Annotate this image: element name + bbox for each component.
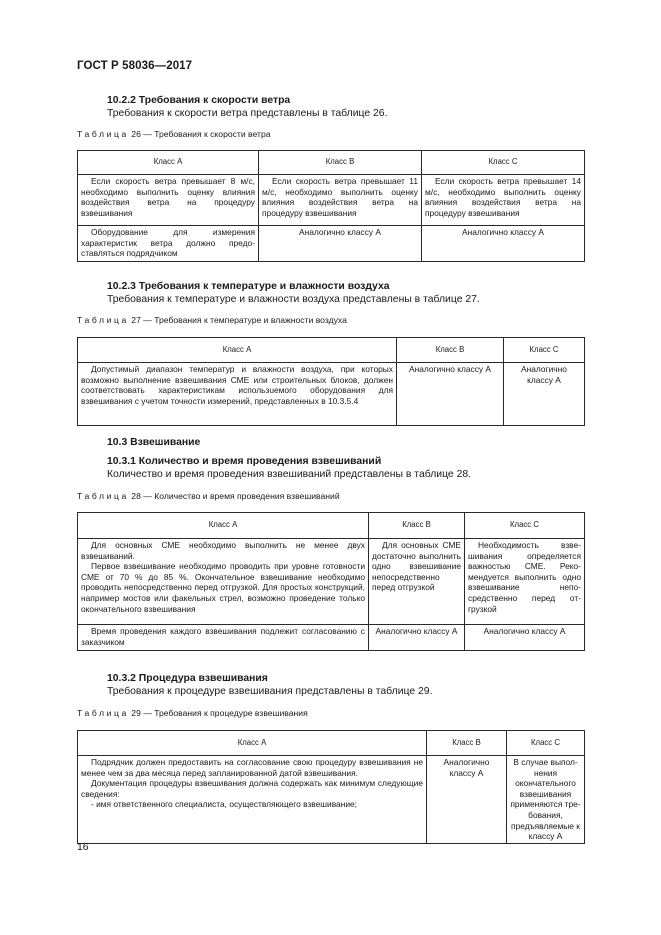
table-caption-26 xyxy=(77,129,271,139)
caption-word: Таблица xyxy=(77,315,129,325)
column-header: Класс С xyxy=(465,513,585,539)
section-intro-10-2-3: Требования к температуре и влажности воздуха представлены в таблице 27. xyxy=(107,294,480,305)
table-cell: Для основных СМЕ достаточно выполнить одно взвешивание непосредственно перед отгрузкой xyxy=(369,539,465,625)
page-number: 16 xyxy=(77,842,89,853)
section-intro-10-2-2: Требования к скорости ветра представлены в таблице 26. xyxy=(107,108,388,119)
table-cell: В случае выполнения окончательного взвешивания применяются требования, предъявляемые к классу А xyxy=(507,756,585,844)
cell-paragraph: Документация процедуры взвешивания должна содержать как минимум следующие сведения: xyxy=(81,778,423,799)
table-row xyxy=(78,175,585,226)
table-cell: Если скорость ветра превышает 11 м/с, необходимо выполнить оценку влияния воздействия ветра на процедуру взвешивания xyxy=(259,175,422,226)
document-header: ГОСТ Р 58036—2017 xyxy=(77,60,193,72)
column-header: Класс С xyxy=(422,151,585,175)
table-cell: Аналогично классу А xyxy=(427,756,507,844)
table-cell: Оборудование для измерения характеристик ветра должно предоставляться подрядчиком xyxy=(78,226,259,262)
table-row xyxy=(78,625,585,651)
column-header: Класс А xyxy=(78,151,259,175)
caption-word: Таблица xyxy=(77,708,129,718)
table-row xyxy=(78,363,585,426)
caption-word: Таблица xyxy=(77,129,129,139)
column-header: Класс В xyxy=(427,731,507,756)
column-header: Класс В xyxy=(369,513,465,539)
section-intro-10-3-1: Количество и время проведения взвешиваний представлены в таблице 28. xyxy=(107,469,472,480)
table-cell: Аналогично классу А xyxy=(422,226,585,262)
table-caption-28 xyxy=(77,491,340,501)
column-header: Класс А xyxy=(78,731,427,756)
column-header: Класс А xyxy=(78,513,369,539)
table-cell: Аналогично классу А xyxy=(504,363,585,426)
table-cell xyxy=(78,756,427,844)
table-cell: Время проведения каждого взвешивания подлежит согласованию с заказчиком xyxy=(78,625,369,651)
table-caption-27 xyxy=(77,315,347,325)
cell-paragraph: Первое взвешивание необходимо проводить при уровне готовности СМЕ от 70 % до 85 %. Окончательное взвешивание необходимо проводить непосредственно перед отгрузкой. Для простых конструкций, например мостов или факельных стрел, возможно проведение только окончательного взвешивания xyxy=(81,561,365,614)
table-row xyxy=(78,226,585,262)
table-cell: Аналогично классу А xyxy=(465,625,585,651)
table-row xyxy=(78,539,585,625)
table-26 xyxy=(77,150,585,262)
table-row xyxy=(78,756,585,844)
section-heading-10-2-2: 10.2.2 Требования к скорости ветра xyxy=(107,95,291,106)
cell-paragraph: Для основных СМЕ необходимо выполнить не менее двух взвешиваний. xyxy=(81,540,365,561)
section-intro-10-3-2: Требования к процедуре взвешивания представлены в таблице 29. xyxy=(107,686,433,697)
caption-text: 28 — Количество и время проведения взвешиваний xyxy=(128,491,340,501)
table-cell: Аналогично классу А xyxy=(259,226,422,262)
caption-word: Таблица xyxy=(77,491,129,501)
table-cell: Если скорость ветра превышает 8 м/с, необходимо выполнить оценку влияния воздействия ветра на процедуру взвешивания xyxy=(78,175,259,226)
section-heading-10-3-1: 10.3.1 Количество и время проведения взвешиваний xyxy=(107,456,382,467)
caption-text: 26 — Требования к скорости ветра xyxy=(128,129,271,139)
column-header: Класс В xyxy=(397,338,504,363)
cell-list-item: - имя ответственного специалиста, осуществляющего взвешивание; xyxy=(91,799,358,810)
section-heading-10-2-3: 10.2.3 Требования к температуре и влажности воздуха xyxy=(107,281,390,292)
table-cell: Аналогично классу А xyxy=(369,625,465,651)
column-header: Класс А xyxy=(78,338,397,363)
table-cell: Если скорость ветра превышает 14 м/с, необходимо выполнить оценку влияния воздействия ветра на процедуру взвешивания xyxy=(422,175,585,226)
column-header: Класс В xyxy=(259,151,422,175)
column-header: Класс С xyxy=(504,338,585,363)
cell-paragraph: Подрядчик должен предоставить на согласование свою процедуру взвешивания не менее чем за два месяца перед запланированной датой взвешивания. xyxy=(81,757,423,778)
table-cell: Допустимый диапазон температур и влажности воздуха, при которых возможно выполнение взвешивания СМЕ или строительных блоков, должен соответствовать характеристикам использueмого оборудования для взвешивания с учетом точности измерений, представленных в 10.3.5.4 xyxy=(78,363,397,426)
section-heading-10-3: 10.3 Взвешивание xyxy=(107,437,201,448)
caption-text: 29 — Требования к процедуре взвешивания xyxy=(128,708,308,718)
column-header: Класс С xyxy=(507,731,585,756)
table-caption-29 xyxy=(77,708,308,718)
table-cell: Аналогично классу А xyxy=(397,363,504,426)
section-heading-10-3-2: 10.3.2 Процедура взвешивания xyxy=(107,673,268,684)
table-29 xyxy=(77,730,585,844)
caption-text: 27 — Требования к температуре и влажности воздуха xyxy=(128,315,347,325)
table-cell: Необходимость взвешивания определяется важностью СМЕ. Рекомендуется выполнить одно взвешивание непосредственно перед отгрузкой xyxy=(465,539,585,625)
table-28 xyxy=(77,512,585,651)
table-cell xyxy=(78,539,369,625)
table-27 xyxy=(77,337,585,426)
